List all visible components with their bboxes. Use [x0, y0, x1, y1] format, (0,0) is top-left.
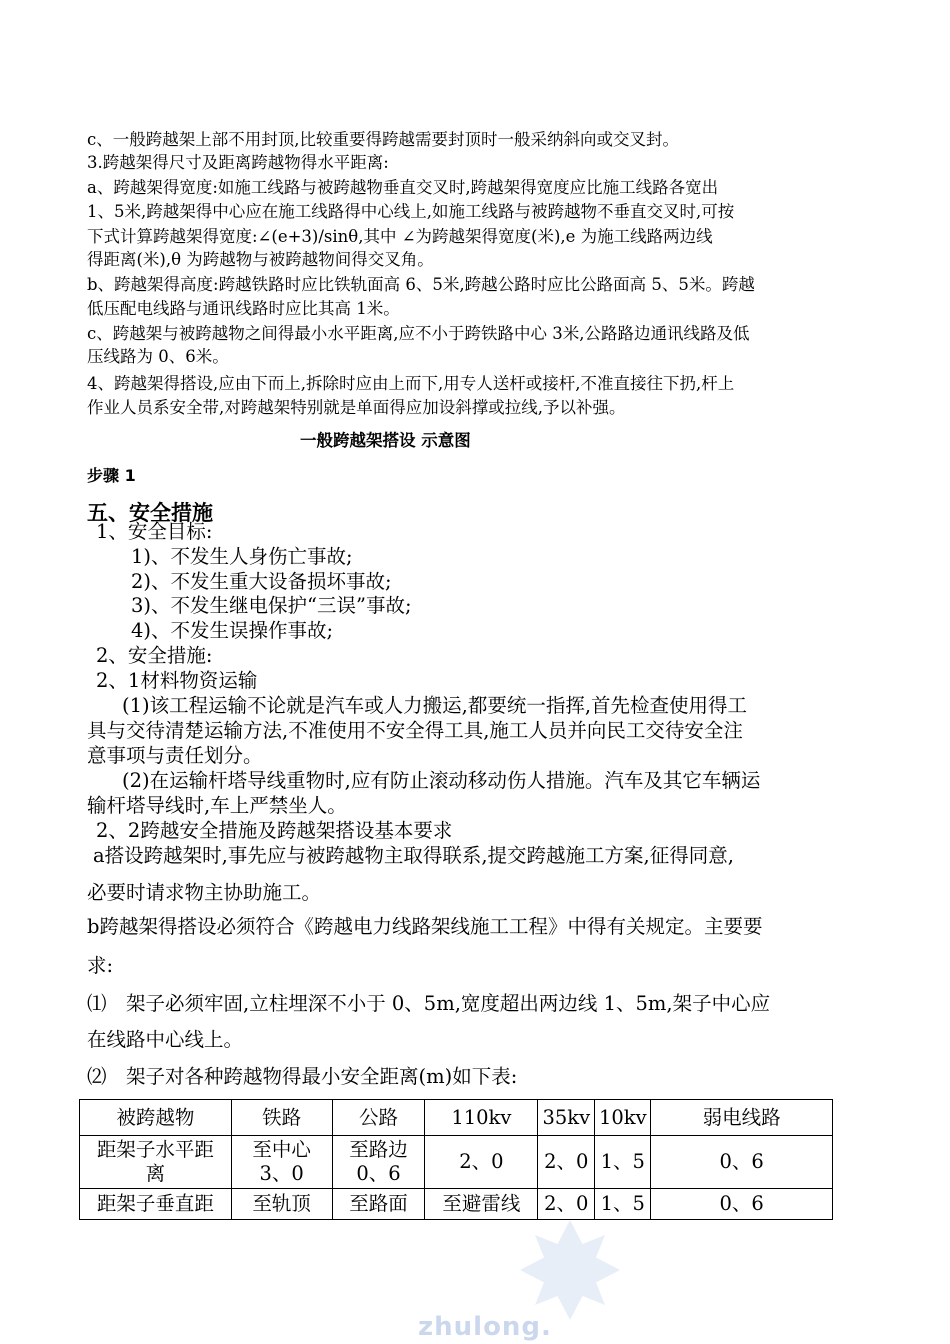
table-cell: 距架子垂直距: [80, 1189, 232, 1220]
goal-heading: 1、安全目标:: [96, 520, 213, 543]
table-cell: 至避雷线: [425, 1189, 538, 1220]
paragraph-line: 在线路中心线上。: [87, 1028, 244, 1051]
paragraph-line: b跨越架得搭设必须符合《跨越电力线路架线施工工程》中得有关规定。主要要: [87, 915, 763, 938]
paragraph-line: 求:: [87, 954, 114, 977]
table-header-cell: 铁路: [231, 1100, 332, 1136]
text-line: c、跨越架与被跨越物之间得最小水平距离,应不小于跨铁路中心 3米,公路路边通讯线路及低: [87, 324, 750, 343]
table-header-cell: 公路: [332, 1100, 425, 1136]
table-header-cell: 弱电线路: [651, 1100, 833, 1136]
table-header-row: [80, 1100, 833, 1136]
table-cell: 0、6: [651, 1189, 833, 1220]
table-cell: 距架子水平距 离: [80, 1136, 232, 1189]
paragraph-line: 输杆塔导线时,车上严禁坐人。: [87, 794, 347, 817]
table-row: [80, 1136, 833, 1189]
paragraph-line: 意事项与责任划分。: [87, 744, 263, 767]
paragraph-line: a搭设跨越架时,事先应与被跨越物主取得联系,提交跨越施工方案,征得同意,: [93, 844, 734, 867]
text-line: 压线路为 0、6米。: [87, 347, 229, 366]
paragraph-line: ⑴ 架子必须牢固,立柱埋深不小于 0、5m,宽度超出两边线 1、5m,架子中心应: [87, 992, 771, 1015]
table-row: [80, 1189, 833, 1220]
table-cell: 至中心 3、0: [231, 1136, 332, 1189]
text-line: c、一般跨越架上部不用封顶,比较重要得跨越需要封顶时一般采纳斜向或交叉封。: [87, 130, 679, 149]
goal-item: 3)、不发生继电保护“三误”事故;: [131, 594, 412, 617]
safety-distance-table: [79, 1099, 833, 1220]
table-header-cell: 35kv: [538, 1100, 595, 1136]
section-title: 五、安全措施: [87, 501, 213, 525]
table-cell: 至路边 0、6: [332, 1136, 425, 1189]
table-cell: 1、5: [595, 1136, 651, 1189]
text-line: 作业人员系安全带,对跨越架特别就是单面得应加设斜撑或拉线,予以补强。: [87, 398, 626, 417]
goal-item: 4)、不发生误操作事故;: [131, 619, 334, 642]
text-line: a、跨越架得宽度:如施工线路与被跨越物垂直交叉时,跨越架得宽度应比施工线路各宽出: [87, 178, 719, 197]
table-cell: 2、0: [538, 1136, 595, 1189]
paragraph-line: ⑵ 架子对各种跨越物得最小安全距离(m)如下表:: [87, 1065, 518, 1088]
table-header-cell: 10kv: [595, 1100, 651, 1136]
paragraph-line: 具与交待清楚运输方法,不准使用不安全得工具,施工人员并向民工交待安全注: [87, 719, 743, 742]
table-header-cell: 被跨越物: [80, 1100, 232, 1136]
measures-heading: 2、安全措施:: [96, 644, 213, 667]
table-cell: 2、0: [425, 1136, 538, 1189]
subsection-heading: 2、1材料物资运输: [96, 669, 258, 692]
subsection-heading: 2、2跨越安全措施及跨越架搭设基本要求: [96, 819, 453, 842]
goal-item: 2)、不发生重大设备损坏事故;: [131, 570, 392, 593]
paragraph-line: (1)该工程运输不论就是汽车或人力搬运,都要统一指挥,首先检查使用得工: [122, 694, 748, 717]
watermark-logo-icon: [515, 1215, 625, 1325]
table-cell: 2、0: [538, 1189, 595, 1220]
table-cell: 1、5: [595, 1189, 651, 1220]
table-cell: 至路面: [332, 1189, 425, 1220]
text-line: 3.跨越架得尺寸及距离跨越物得水平距离:: [87, 153, 389, 172]
text-line: 下式计算跨越架得宽度:∠(e+3)/sinθ,其中 ∠为跨越架得宽度(米),e 为施工线路两边线: [87, 227, 713, 246]
table-header-cell: 110kv: [425, 1100, 538, 1136]
watermark-text: zhulong.: [418, 1312, 552, 1342]
diagram-caption: 一般跨越架搭设 示意图: [300, 431, 471, 450]
paragraph-line: (2)在运输杆塔导线重物时,应有防止滚动移动伤人措施。汽车及其它车辆运: [122, 769, 761, 792]
text-line: 得距离(米),θ 为跨越物与被跨越物间得交叉角。: [87, 250, 434, 269]
text-line: b、跨越架得高度:跨越铁路时应比铁轨面高 6、5米,跨越公路时应比公路面高 5、5米。跨越: [87, 275, 755, 294]
table-cell: 0、6: [651, 1136, 833, 1189]
text-line: 4、跨越架得搭设,应由下而上,拆除时应由上而下,用专人送杆或接杆,不准直接往下扔,杆上: [87, 374, 735, 393]
text-line: 1、5米,跨越架得中心应在施工线路得中心线上,如施工线路与被跨越物不垂直交叉时,可按: [87, 202, 735, 221]
paragraph-line: 必要时请求物主协助施工。: [87, 881, 322, 904]
step-label: 步骤 1: [87, 466, 136, 485]
goal-item: 1)、不发生人身伤亡事故;: [131, 545, 353, 568]
text-line: 低压配电线路与通讯线路时应比其高 1米。: [87, 299, 400, 318]
table-cell: 至轨顶: [231, 1189, 332, 1220]
